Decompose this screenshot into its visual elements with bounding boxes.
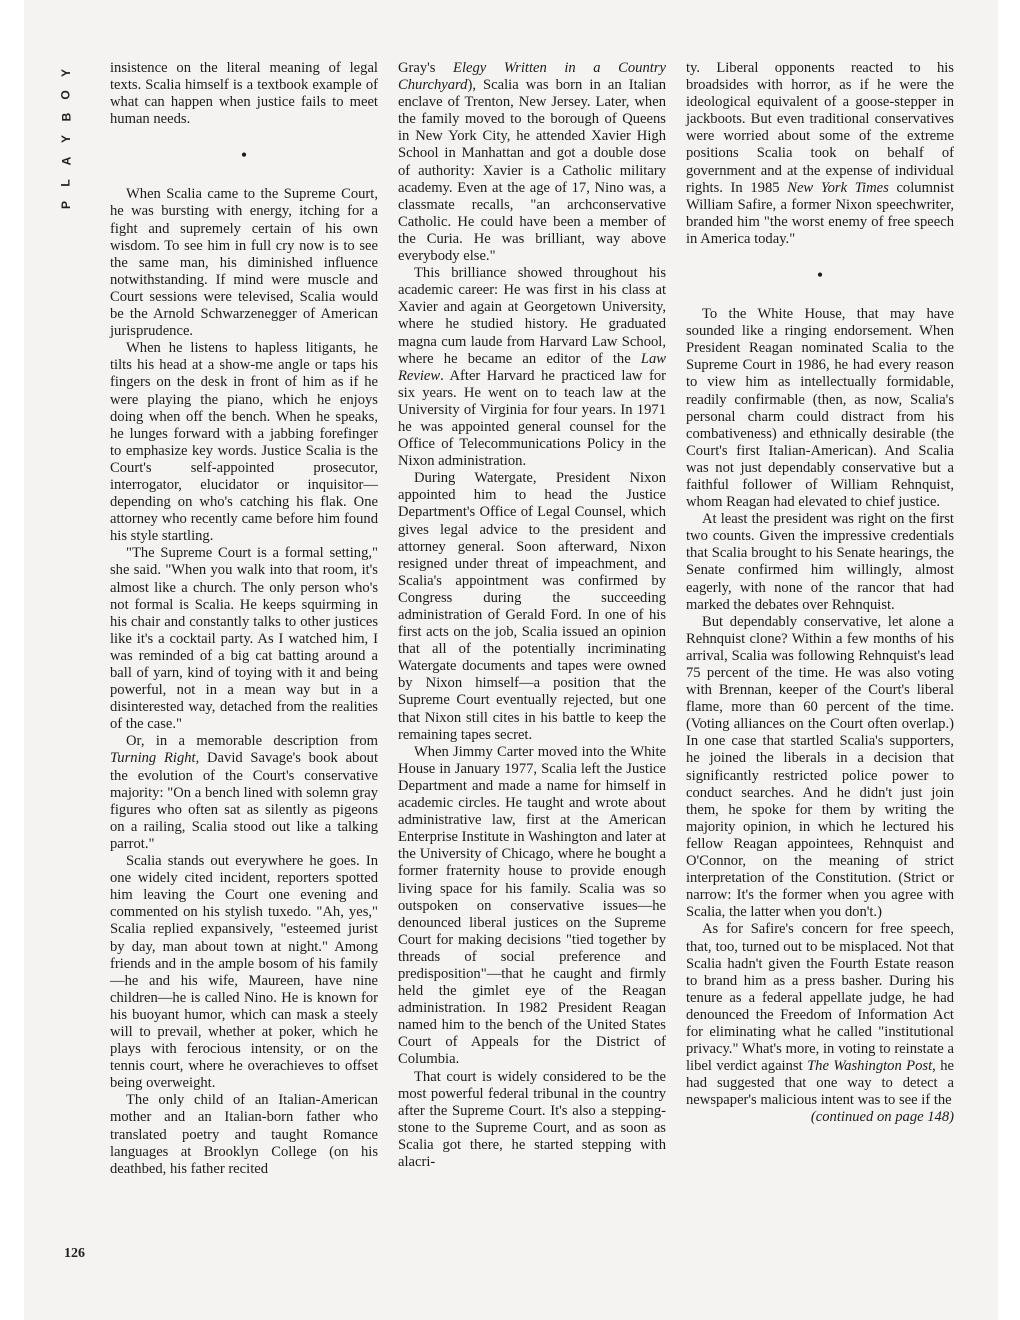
running-head-letter: P — [58, 200, 73, 210]
paragraph: When he listens to hapless litigants, he tilts his head at a show-me angle or taps his fingers on the desk in front of him as if he were playing the piano, which he enjoys doing when off the bench. When he speaks, he lunges forward with a jabbing forefinger to emphasize key words. Justice Scalia is the Court's self-appointed prosecutor, interrogator, elucidator or inquisitor—depending on who's catching his flak. One attorney who recently came before him found his style startling. — [110, 340, 378, 545]
running-head-letter: Y — [58, 68, 73, 78]
magazine-page — [24, 0, 998, 1320]
running-head-letter: B — [58, 112, 73, 122]
running-head-letter: Y — [58, 134, 73, 144]
paragraph — [110, 733, 378, 853]
paragraph: When Jimmy Carter moved into the White House in January 1977, Scalia left the Justice Department and made a name for himself in academic circles. He taught and wrote about administrative law, first at the American Enterprise Institute in Washington and later at the University of Chicago, where he bought a former fraternity house to provide enough living space for his family. Scalia was so outspoken on conservative issues—he denounced liberal justices on the Supreme Court for making decisions "tied together by threads of social preference and predisposition"—that he caught and firmly held the gimlet eye of the Reagan administration. In 1982 President Reagan named him to the bench of the United States Court of Appeals for the District of Columbia. — [398, 743, 666, 1068]
publication-title: The Washington Post — [807, 1058, 933, 1075]
book-title: Turning Right — [110, 750, 196, 767]
text-run: columnist William Safire, a former Nixon speechwriter, branded him "the worst enemy of free speech in America today." — [686, 179, 955, 247]
text-column-3 — [686, 60, 954, 1127]
paragraph: The only child of an Italian-American mother and an Italian-born father who translated poetry and taught Romance languages at Brooklyn College (on his deathbed, his father recited — [110, 1092, 378, 1177]
paragraph — [686, 60, 954, 248]
paragraph: Scalia stands out everywhere he goes. In one widely cited incident, reporters spotted him leaving the Court one evening and commented on his stylish tuxedo. "Ah, yes," Scalia replied expansively, "esteemed jurist by day, man about town at night." Among friends and in the ample bosom of his family—he and his wife, Maureen, have nine children—he is called Nino. He is known for his buoyant humor, which can mask a steely will to prevail, whether at poker, which he plays with ferocious intensity, or on the tennis court, where he overachieves to offset being overweight. — [110, 853, 378, 1092]
page-number: 126 — [64, 1246, 85, 1261]
paragraph: insistence on the literal meaning of legal texts. Scalia himself is a textbook example of what can happen when justice fails to meet human needs. — [110, 60, 378, 128]
text-run: Gray's — [398, 60, 454, 76]
paragraph: To the White House, that may have sounded like a ringing endorsement. When President Reagan nominated Scalia to the Supreme Court in 1986, he had every reason to view him as intellectually formidable, readily confirmable (then, as now, Scalia's personal charm could distract from his combativeness) and ethnically desirable (the Court's first Italian-American). And Scalia was not just dependably conservative but a faithful follower of William Rehnquist, whom Reagan had elevated to chief justice. — [686, 306, 954, 511]
paragraph: But dependably conservative, let alone a Rehnquist clone? Within a few months of his arrival, Scalia was following Rehnquist's lead 75 percent of the time. He was also voting with Brennan, keeper of the Court's liberal flame, more than 60 percent of the time. (Voting alliances on the Court often overlap.) In one case that startled Scalia's supporters, he joined the liberals in a decision that significantly restricted police power to conduct searches. And he didn't just join them, he spoke for them by writing the majority opinion, in which he lectured his fellow Reagan appointees, Rehnquist and O'Connor, on the meaning of strict interpretation of the Constitution. (Strict or narrow: It's the former when you agree with Scalia, the latter when you don't.) — [686, 613, 954, 921]
section-break-bullet: • — [816, 265, 824, 286]
running-head-letter: A — [58, 156, 73, 166]
running-head-letter: O — [59, 90, 73, 100]
publication-title: Law Review — [398, 350, 666, 384]
text-column-2 — [398, 60, 666, 1171]
section-break-bullet: • — [240, 145, 248, 166]
paragraph — [398, 60, 666, 265]
text-run: As for Safire's concern for free speech, that, too, turned out to be misplaced. Not that Scalia hadn't given the Fourth Estate reason to brand him as a press basher. During his tenure as a federal appellate judge, he had denounced the Freedom of Information Act for eliminating what he called "institutional privacy." What's more, in voting to reinstate a libel verdict against — [686, 921, 954, 1075]
paragraph: That court is widely considered to be the most powerful federal tribunal in the country after the Supreme Court. It's also a stepping-stone to the Supreme Court, and as soon as Scalia got there, he started stepping with alacri- — [398, 1068, 666, 1170]
text-run: , he had suggested that one way to detect a newspaper's malicious intent was to see if the — [686, 1058, 954, 1109]
publication-title: New York Times — [787, 179, 889, 196]
text-run: Or, in a memorable description from — [126, 733, 378, 750]
running-head-letter: L — [59, 179, 73, 187]
paragraph: At least the president was right on the first two counts. Given the impressive credentials that Scalia brought to his Senate hearings, the Senate confirmed him willingly, almost eagerly, with none of the rancor that had marked the debates over Rehnquist. — [686, 511, 954, 613]
text-run: . After Harvard he practiced law for six years. He went on to teach law at the University of Virginia for four years. In 1971 he was appointed general counsel for the Office of Telecommunications Policy in the Nixon administration. — [398, 367, 666, 470]
paragraph: When Scalia came to the Supreme Court, he was bursting with energy, itching for a fight and supremely certain of his own wisdom. To see him in full cry now is to see the same man, his diminished influence notwithstanding. If mind were muscle and Court sessions were televised, Scalia would be the Arnold Schwarzenegger of American jurisprudence. — [110, 186, 378, 340]
paragraph — [398, 265, 666, 470]
running-head-playboy — [56, 62, 76, 216]
poem-title: Elegy Written in a Country Churchyard — [398, 60, 666, 94]
text-run: ), Scalia was born in an Italian enclave of Trenton, New Jersey. Later, when the family moved to the borough of Queens in New York City, he attended Xavier High School in Manhattan and got a double dose of authority: Xavier is a Catholic military academy. Even at the age of 17, Nino was, a classmate recalls, "an archconservative Catholic. He could have been a member of the Curia. He was brilliant, way above everybody else." — [398, 77, 666, 265]
paragraph — [686, 921, 954, 1109]
paragraph: During Watergate, President Nixon appointed him to head the Justice Department's Office of Legal Counsel, which gives legal advice to the president and attorney general. Soon afterward, Nixon resigned under threat of impeachment, and Scalia's appointment was confirmed by Congress during the succeeding administration of Gerald Ford. In one of his first acts on the job, Scalia issued an opinion that all of the potentially incriminating Watergate documents and tapes were owned by Nixon himself—a position that the Supreme Court eventually rejected, but one that Nixon still cites in his battle to keep the remaining tapes secret. — [398, 470, 666, 743]
text-run: , David Savage's book about the evolution of the Court's conservative majority: "On a bench lined with solemn gray figures who often sat as silently as pigeons on a railing, Scalia stood out like a talking parrot." — [110, 750, 379, 852]
paragraph: "The Supreme Court is a formal setting," she said. "When you walk into that room, it's almost like a church. The only person who's not formal is Scalia. He keeps squirming in his chair and constantly talks to other justices like it's a cocktail party. As I watched him, I was reminded of a big cat batting around a ball of yarn, kind of toying with it and being powerful, not in a mean way but in a disinterested way, detached from the realities of the case." — [110, 545, 378, 733]
text-column-1 — [110, 60, 378, 1178]
text-run: ty. Liberal opponents reacted to his broadsides with horror, as if he were the ideological equivalent of a goose-stepper in jackboots. But even traditional conservatives were worried about some of the extreme positions Scalia took on behalf of government and at the expense of individual rights. In 1985 — [686, 60, 954, 196]
continued-on-page-note: (continued on page 148) — [810, 1109, 954, 1126]
text-run: This brilliance showed throughout his academic career: He was first in his class at Xavier and again at Georgetown University, where he studied history. He graduated magna cum laude from Harvard Law School, where he became an editor of the — [398, 265, 666, 367]
